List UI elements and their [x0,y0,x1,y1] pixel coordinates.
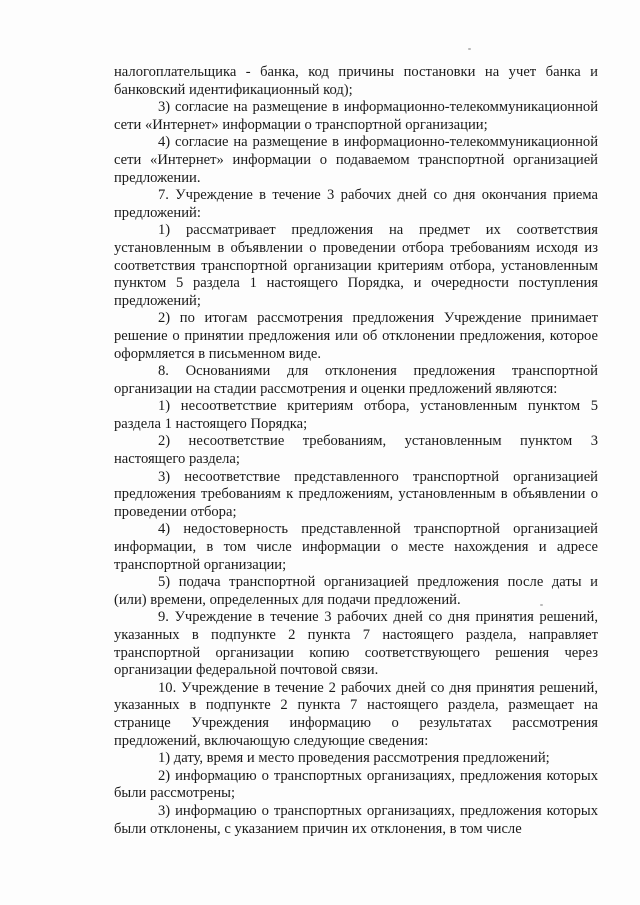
paragraph-1: налогоплательщика - банка, код причины постановки на учет банка и банковский идентификационный код); [114,64,598,98]
paragraph-13: 9. Учреждение в течение 3 рабочих дней со дня принятия решений, указанных в подпункте 2 пункта 7 настоящего раздела, направляет транспортной организации копию соответствующего решения через организации федеральной почтовой связи. [114,609,598,679]
paragraph-3: 4) согласие на размещение в информационно-телекоммуникационной сети «Интернет» информации о подаваемом транспортной организацией предложении. [114,134,598,186]
paragraph-9: 2) несоответствие требованиям, установленным пунктом 3 настоящего раздела; [114,433,598,468]
scan-speck [468,48,471,50]
paragraph-11: 4) недостоверность представленной транспортной организацией информации, в том числе информации о месте нахождения и адресе транспортной организации; [114,521,598,573]
paragraph-8: 1) несоответствие критериям отбора, установленным пунктом 5 раздела 1 настоящего Порядка; [114,398,598,432]
paragraph-17: 3) информацию о транспортных организациях, предложения которых были отклонены, с указанием причин их отклонения, в том числе [114,802,598,837]
paragraph-2: 3) согласие на размещение в информационно-телекоммуникационной сети «Интернет» информации о транспортной организации; [114,99,598,133]
paragraph-15: 1) дату, время и место проведения рассмотрения предложений; [158,750,550,767]
document-body [114,64,598,838]
paragraph-6: 2) по итогам рассмотрения предложения Учреждение принимает решение о принятии предложения или об отклонении предложения, которое оформляется в письменном виде. [114,310,598,362]
paragraph-4: 7. Учреждение в течение 3 рабочих дней со дня окончания приема предложений: [114,187,598,221]
paragraph-7: 8. Основаниями для отклонения предложения транспортной организации на стадии рассмотрения и оценки предложений являются: [114,363,598,397]
paragraph-16: 2) информацию о транспортных организациях, предложения которых были рассмотрены; [114,767,598,802]
paragraph-5: 1) рассматривает предложения на предмет их соответствия установленным в объявлении о проведении отбора требованиям исходя из соответствия транспортной организации критериям отбора, установленным пунктом 5 раздела 1 настоящего Порядка, и очередности поступления предложений; [114,222,598,309]
paragraph-14: 10. Учреждение в течение 2 рабочих дней со дня принятия решений, указанных в подпункте 2 пункта 7 настоящего раздела, размещает на странице Учреждения информацию о результатах рассмотрения предложений, включающую следующие сведения: [114,679,598,749]
paragraph-10: 3) несоответствие представленного транспортной организацией предложения требованиям к предложениям, установленным в объявлении о проведении отбора; [114,468,598,520]
paragraph-12: 5) подача транспортной организацией предложения после даты и (или) времени, определенных для подачи предложений. [114,574,598,608]
